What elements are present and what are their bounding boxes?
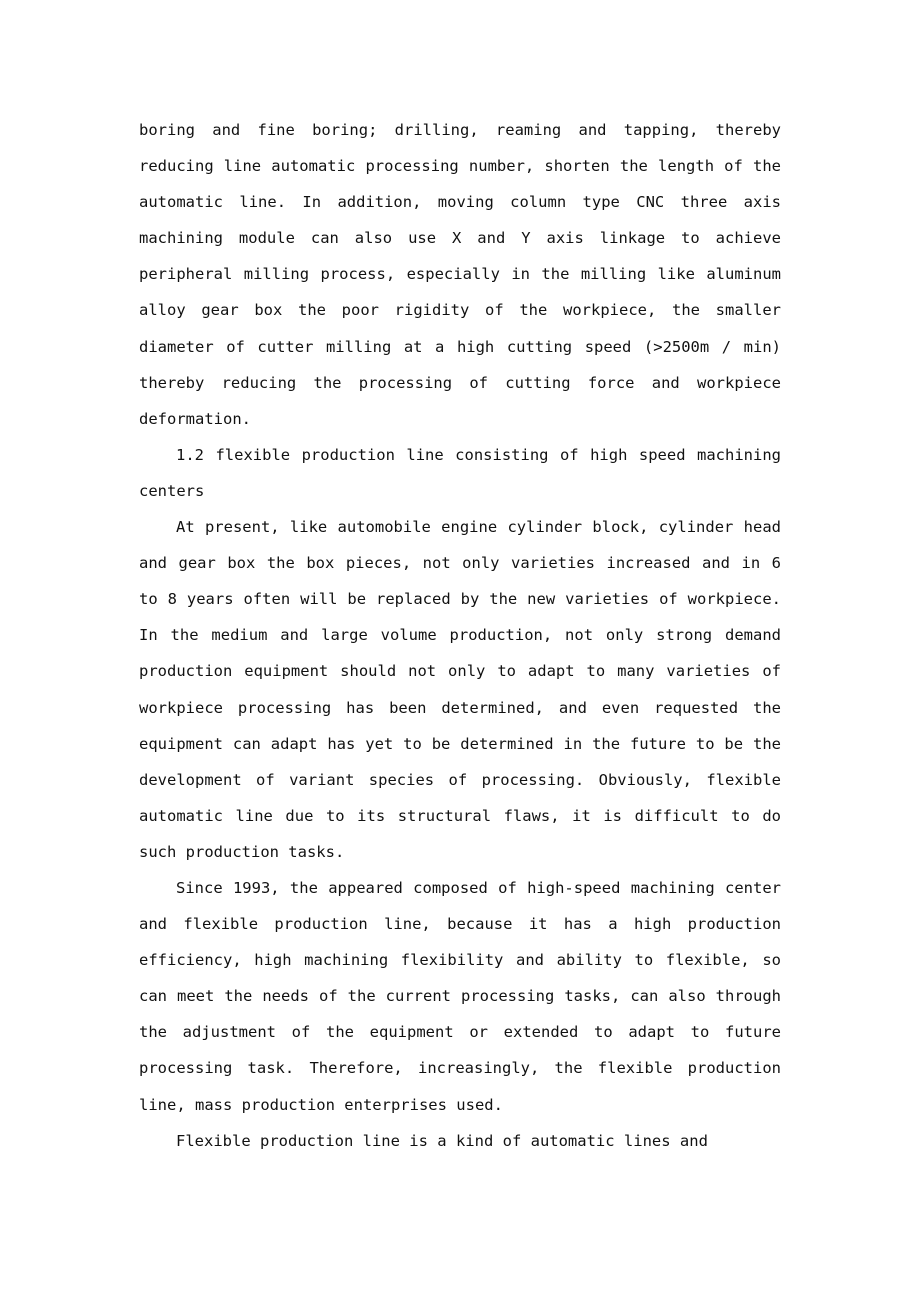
section-heading: 1.2 flexible production line consisting of high speed machining centers (139, 445, 781, 500)
body-paragraph: Flexible production line is a kind of automatic lines and (176, 1131, 708, 1150)
body-paragraph: boring and fine boring; drilling, reaming and tapping, thereby reducing line automatic processing number, shorten the length of the automatic line. In addition, moving column type CNC three axis machining module can also use X and Y axis linkage to achieve peripheral milling process, especially in the milling like aluminum alloy gear box the poor rigidity of the workpiece, the smaller diameter of cutter milling at a high cutting speed (>2500m / min) thereby reducing the processing of cutting force and workpiece deformation. (139, 121, 781, 428)
document-page (139, 112, 781, 1159)
body-paragraph: At present, like automobile engine cylinder block, cylinder head and gear box the box pieces, not only varieties increased and in 6 to 8 years often will be replaced by the new varieties of workpiece. In the medium and large volume production, not only strong demand production equipment should not only to adapt to many varieties of workpiece processing has been determined, and even requested the equipment can adapt has yet to be determined in the future to be the development of variant species of processing. Obviously, flexible automatic line due to its structural flaws, it is difficult to do such production tasks. (139, 518, 781, 861)
body-paragraph: Since 1993, the appeared composed of high-speed machining center and flexible production line, because it has a high production efficiency, high machining flexibility and ability to flexible, so can meet the needs of the current processing tasks, can also through the adjustment of the equipment or extended to adapt to future processing task. Therefore, increasingly, the flexible production line, mass production enterprises used. (139, 878, 781, 1114)
